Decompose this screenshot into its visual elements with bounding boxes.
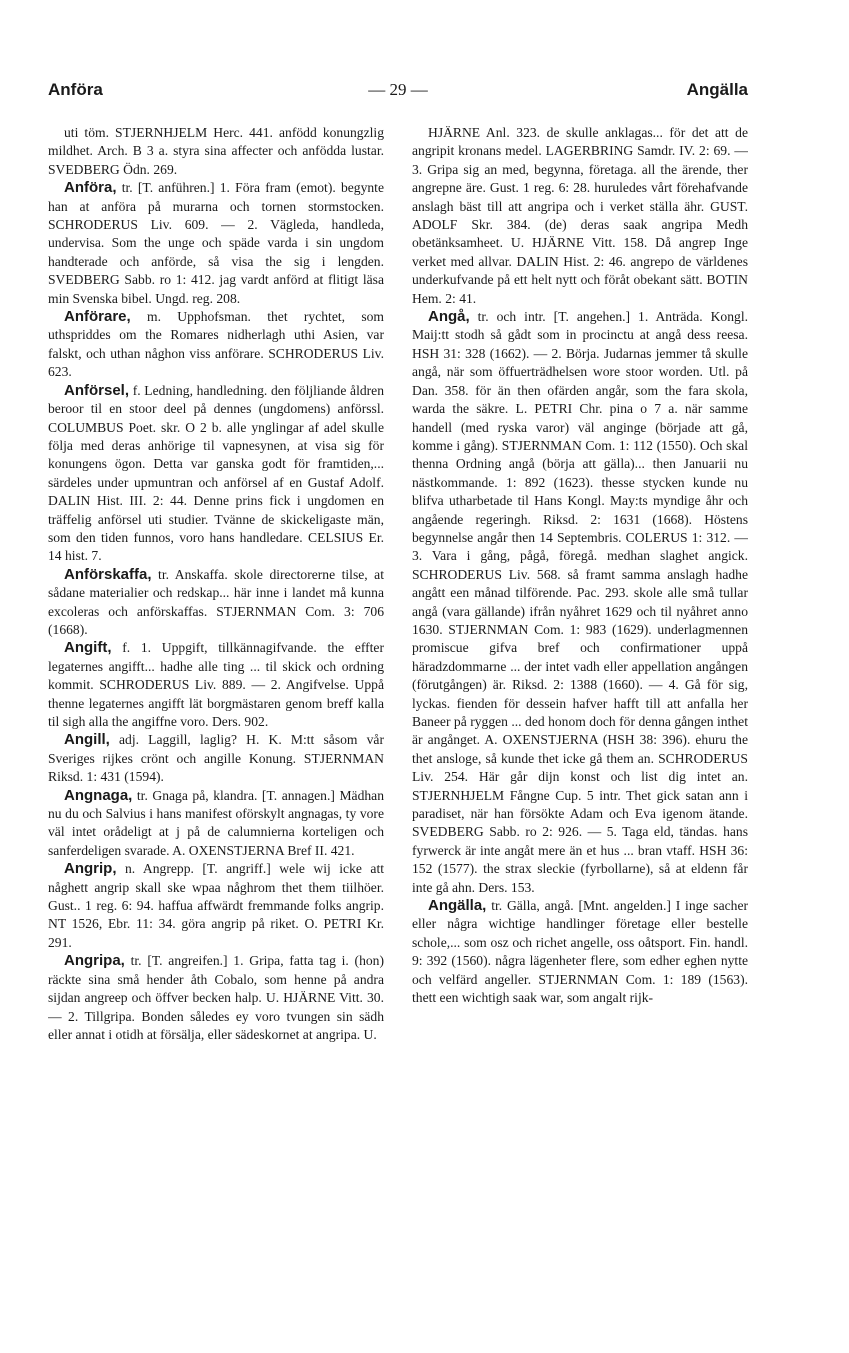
headword: Anförsel, — [64, 381, 130, 399]
entry-text: tr. [T. anführen.] 1. Föra fram (emot). begynte han at anföra på murarna och tornen stormstocken. SCHRODERUS Liv. 609. — 2. Vägleda, handleda, undervisa. Som the unge och späde varda i sin ungdom handterade och anförde, så visa the sig i lengden. SVEDBERG Sabb. ro 1: 412. jag vardt anförd at flitigt läsa min Svenska bibel. Ungd. reg. 208. — [48, 180, 384, 306]
headword: Angill, — [64, 731, 110, 749]
left-column — [48, 124, 384, 1244]
entry-text: tr. och intr. [T. angehen.] 1. Anträda. Kongl. Maij:tt stodh så gådt som in procinctu at angå dess reesa. HSH 31: 328 (1662). — 2. Börja. Judarnas jemmer tå skulle angå, när som öffuerträdhelsen wore stoor worden. Utl. på Dan. 358. för än then ofärden angår, som the fara skola, warda the säkre. L. PETRI Chr. pina o 7 a. när samme handell (med ryska varor) väl anginge (började att gå, komme i gång). STJERNMAN Com. 1: 112 (1550). Och skal thenna Ordning angå (börja att gälla)... then Januarii nu nästkommande. 1: 892 (1623). thesse stycken kunde nu blifva utharbetade til Hans Kongl. May:ts myndige åhr och angående regeringh. Riksd. 2: 1631 (1668). Höstens begynnelse angår then 14 Septembris. COLERUS 1: 312. — 3. Vara i gång, pågå, föregå. medhan slaghet angick. SCHRODERUS Liv. 568. så framt samma anslagh hadhe angått een månad tilförende. Pac. 293. skole alle små tullar angå (vara gällande) ifrån nyåhret 1629 och til nyåhret anno 1630. STJERNMAN Com. 1: 983 (1629). underlagmennen promiscue gifva bref och confirmationer uppå häradzdommarne ... der intet vadh eller appellation angången (förutgången) är. Riksd. 2: 1388 (1660). — 4. Gå för sig, lyckas. fienden för dessein hafver hafft till att anfalla her Baneer på ryggen ... ded honom doch för denna gången inthet är angånget. A. OXENSTJERNA (HSH 38: 396). ehuru the thet ansloge, så kunde thet icke gå them an. SCHRODERUS Liv. 254. Här går dijn konst och list dig intet an. STJERNHJELM Fångne Cup. 5 intr. Thet gick satan ann i paradiset, när han försökte Adam och Eva igenom ätande. SVEDBERG Sabb. ro 2: 926. — 5. Taga eld, tändas. hans fyrwerck är inte angåt mere än et hus ... bran vtaff. HSH 36: 152 (1577). the strax sleckie (fyrbollarne), så at eldenn får inte gå ahn. Ders. 153. — [412, 309, 748, 895]
entry-text: adj. Laggill, laglig? H. K. M:tt såsom vår Sveriges rijkes crönt och angille Konung. STJERNMAN Riksd. 1: 431 (1594). — [48, 732, 384, 785]
right-column — [412, 124, 748, 1244]
headword: Anförskaffa, — [64, 565, 152, 583]
entry-text: n. Angrepp. [T. angriff.] wele wij icke att någhett angrip skall ske wpaa någhrom thet them tiilhöer. Gust.. 1 reg. 6: 94. haffua affwärdt fremmande folks angrip. NT 1526, Ebr. 11: 34. göra angrip på riket. O. PETRI Kr. 291. — [48, 861, 384, 950]
entry-text: tr. Gnaga på, klandra. [T. annagen.] Mädhan nu du och Salvius i hans manifest oförskylt angnagas, ty vore väl intet orådeligt at j på de calumnierna korteligen och sanferdeligen svarade. A. OXENSTJERNA Bref II. 421. — [48, 787, 384, 858]
headword: Angift, — [64, 639, 112, 657]
headword — [48, 124, 64, 141]
entry-text: m. Upphofsman. thet rychtet, som uthspriddes om the Romares nidherlagh uthi Asien, var falskt, och uthan någhon viss anförare. SCHRODERUS Liv. 623. — [48, 309, 384, 380]
entry-text: uti töm. STJERNHJELM Herc. 441. anfödd konungzlig mildhet. Arch. B 3 a. styra sina affecter och anfödda lustar. SVEDBERG Ödn. 269. — [48, 125, 384, 177]
entry-text: HJÄRNE Anl. 323. de skulle anklagas... för det att de angripit kronans medel. LAGERBRING Samdr. IV. 2: 69. — 3. Gripa sig an med, begynna, företaga. all the ärende, ther angrepne äre. Gust. 1 reg. 6: 28. huruledes vårt förehafvande anslagh bäst till att angripa och i verket ställa ähr. GUST. ADOLF Skr. 384. (de) deras saak angripa Medh obetänksamheet. U. HJÄRNE Vitt. 158. Då angrep Inge verket med allvar. DALIN Hist. 2: 46. angrepo de världenes underkufvande på ett helt nytt och föråt obekant sätt. BOTIN Hem. 2: 41. — [412, 125, 748, 306]
headword — [412, 124, 428, 141]
dictionary-entry — [48, 124, 384, 179]
headword: Anföra, — [64, 179, 117, 197]
dictionary-entry — [412, 897, 748, 1007]
headword: Angrip, — [64, 860, 117, 878]
headword: Angnaga, — [64, 786, 133, 804]
headword: Anförare, — [64, 308, 131, 326]
headword: Angripa, — [64, 952, 125, 970]
dictionary-entry — [48, 952, 384, 1044]
dictionary-entry — [48, 566, 384, 640]
header-last-word: Angälla — [686, 80, 748, 99]
headword: Angå, — [428, 308, 470, 326]
header-first-word: Anföra — [48, 80, 103, 99]
dictionary-entry — [48, 787, 384, 861]
entry-text: f. Ledning, handledning. den följliande åldren beroor til en stoor deel på dennes (ungdomens) anförssl. COLUMBUS Poet. skr. O 2 b. alle ynglingar af adel skulle följa med deras anhörige til vapnesynen, at visa sig för konungens ögon. Detta var ganska godt för framtiden,... särdeles under upmuntran och anförsel af en Gustaf Adolf. DALIN Hist. III. 2: 44. Denne prins fick i ungdomen en träffelig anförsel uti studier. Tvänne de skickeligaste män, som den tiden funnos, voro hans handledare. CELSIUS Er. 14 hist. 7. — [48, 382, 384, 564]
entry-text: tr. [T. angreifen.] 1. Gripa, fatta tag i. (hon) räckte sina små hender åth Cobalo, som henne på andra sijdan angreep och öffver becken halp. U. HJÄRNE Vitt. 30. — 2. Tillgripa. Bonden således ey voro tvungen sin sädh eller annat i otidh at försälja, eller sädeskornet at angripa. U. — [48, 953, 384, 1042]
page-header — [48, 80, 748, 104]
dictionary-entry — [48, 308, 384, 382]
dictionary-entry — [48, 382, 384, 566]
dictionary-entry — [412, 308, 748, 897]
headword: Angälla, — [428, 897, 487, 915]
dictionary-entry — [48, 731, 384, 786]
dictionary-entry — [48, 639, 384, 731]
page-number: — 29 — — [368, 80, 428, 99]
entry-text: tr. Anskaffa. skole directorerne tilse, at sådane materialier och redskap... här inne i landet må kunna excoleras och anförskaffas. STJERNMAN Com. 3: 706 (1668). — [48, 566, 384, 637]
dictionary-entry — [48, 179, 384, 308]
dictionary-entry — [412, 124, 748, 308]
dictionary-entry — [48, 860, 384, 952]
entry-text: f. 1. Uppgift, tillkännagifvande. the effter legaternes angifft... hadhe alle ting ... til skick och ordning kommit. SCHRODERUS Liv. 889. — 2. Angifvelse. Uppå thenne legaternes angifft lät borgmästaren genom breff kalla til sigh alla the angiffne voro. Ders. 902. — [48, 640, 384, 729]
entry-text: tr. Gälla, angå. [Mnt. angelden.] I inge sacher eller några wichtige handlinger företage eller bestelle schole,... som osz och richet angelle, oss oåtsport. Fin. handl. 9: 392 (1560). några lägenheter flere, som edher eghen nytte och velfärd angeller. STJERNMAN Com. 1: 189 (1563). thett een wichtigh saak war, som angalt rijk- — [412, 898, 748, 1006]
